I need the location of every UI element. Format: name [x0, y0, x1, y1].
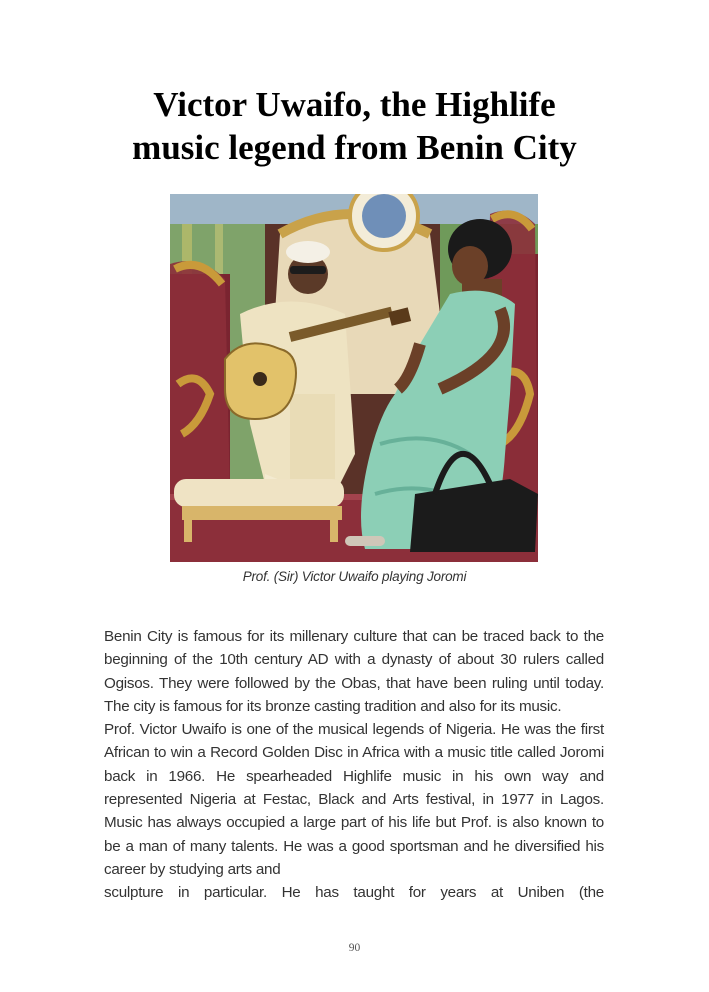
page-title: [0, 83, 709, 169]
title-line-2: music legend from Benin City: [132, 128, 577, 167]
page-number: 90: [348, 942, 361, 954]
paragraph-2: Prof. Victor Uwaifo is one of the musical legends of Nigeria. He was the first African to win a Record Golden Disc in Africa with a music title called Joromi back in 1966. He spearheaded Highlife music in his own way and represented Nigeria at Festac, Black and Arts festival, in 1977 in Lagos. Music has always occupied a large part of his life but Prof. is also known to be a man of many talents. He was a good sportsman and he diversified his career by studying arts and: [104, 721, 604, 878]
article-body: [104, 625, 604, 905]
photo-victor-uwaifo: [170, 194, 538, 562]
paragraph-1: Benin City is famous for its millenary culture that can be traced back to the beginning of the 10th century AD with a dynasty of about 30 rulers called Ogisos. They were followed by the Obas, that have been ruling until today. The city is famous for its bronze casting tradition and also for its music.: [104, 628, 604, 715]
photo-caption: Prof. (Sir) Victor Uwaifo playing Joromi: [242, 569, 467, 584]
title-line-1: Victor Uwaifo, the Highlife: [153, 85, 556, 124]
paragraph-2-last-line: sculpture in particular. He has taught for years at Uniben (the: [104, 884, 604, 902]
photo-illustration: [170, 194, 538, 562]
